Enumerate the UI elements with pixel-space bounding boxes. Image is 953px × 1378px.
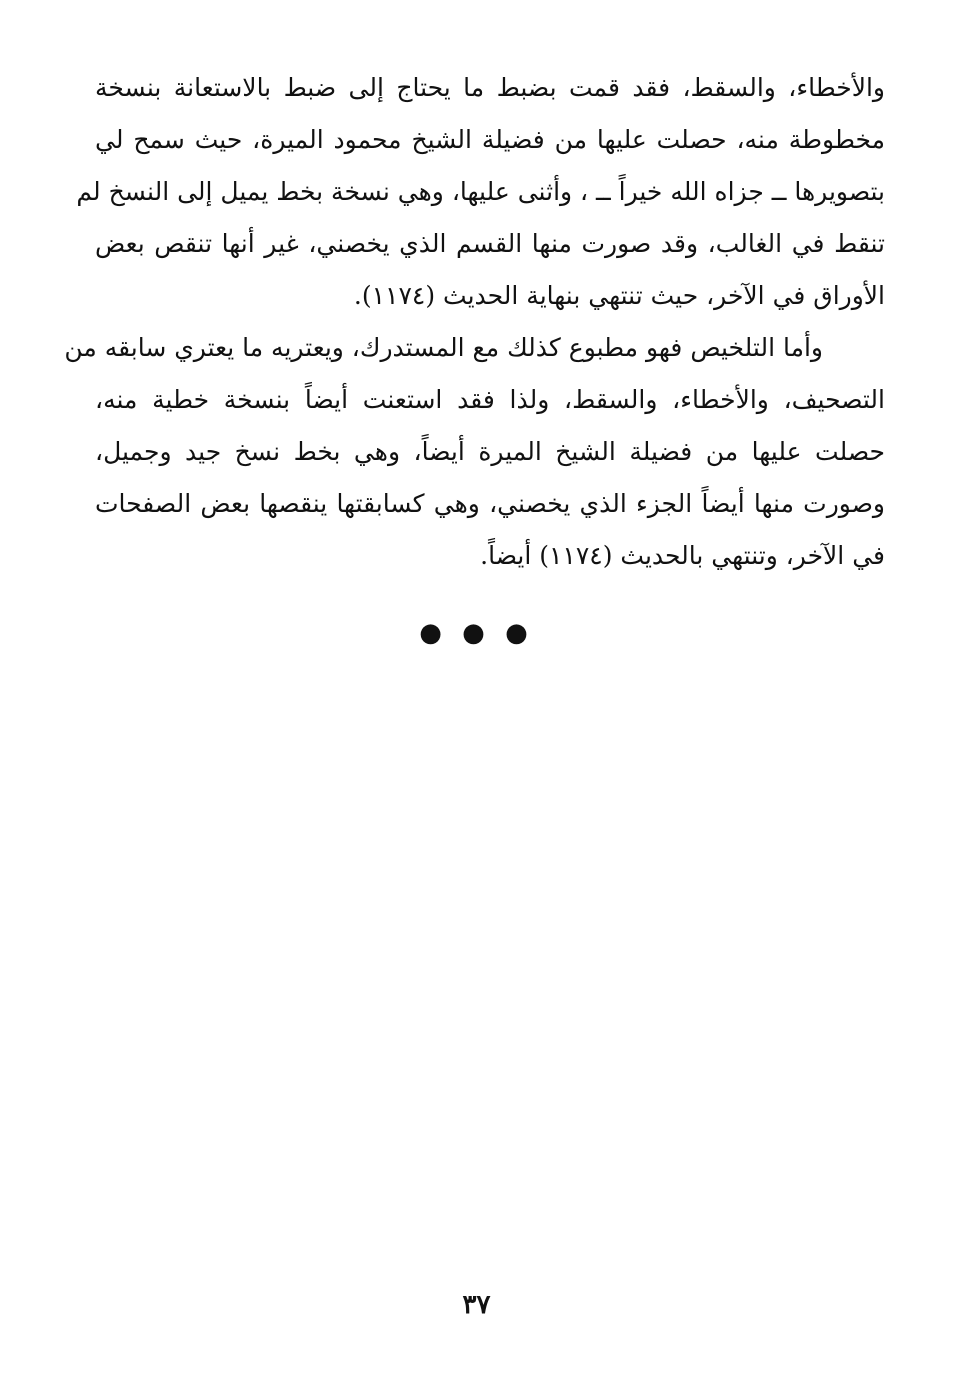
paragraph-line: التصحيف، والأخطاء، والسقط، ولذا فقد استعنت أيضاً بنسخة خطية منه،: [95, 385, 885, 414]
paragraph-line: وصورت منها أيضاً الجزء الذي يخصني، وهي كسابقتها ينقصها بعض الصفحات: [95, 489, 885, 518]
paragraph-line: تنقط في الغالب، وقد صورت منها القسم الذي يخصني، غير أنها تنقص بعض: [95, 229, 885, 258]
page-number: ٣٧: [462, 1290, 491, 1320]
paragraph-1: [76, 62, 885, 322]
section-separator: ● ● ●: [419, 618, 534, 648]
paragraph-2: [64, 322, 885, 582]
paragraph-line: الأوراق في الآخر، حيث تنتهي بنهاية الحديث (١١٧٤).: [353, 281, 885, 310]
paragraph-line: بتصويرها ــ جزاه الله خيراً ــ ، وأثنى عليها، وهي نسخة بخط يميل إلى النسخ لم: [76, 177, 885, 206]
paragraph-line: والأخطاء، والسقط، فقد قمت بضبط ما يحتاج إلى ضبط بالاستعانة بنسخة: [95, 73, 885, 102]
paragraph-line: مخطوطة منه، حصلت عليها من فضيلة الشيخ محمود الميرة، حيث سمح لي: [95, 125, 885, 154]
paragraph-line: وأما التلخيص فهو مطبوع كذلك مع المستدرك، ويعتريه ما يعتري سابقه من: [64, 333, 823, 362]
paragraph-line: حصلت عليها من فضيلة الشيخ الميرة أيضاً، وهي بخط نسخ جيد وجميل،: [95, 437, 885, 466]
paragraph-line: في الآخر، وتنتهي بالحديث (١١٧٤) أيضاً.: [480, 541, 885, 570]
